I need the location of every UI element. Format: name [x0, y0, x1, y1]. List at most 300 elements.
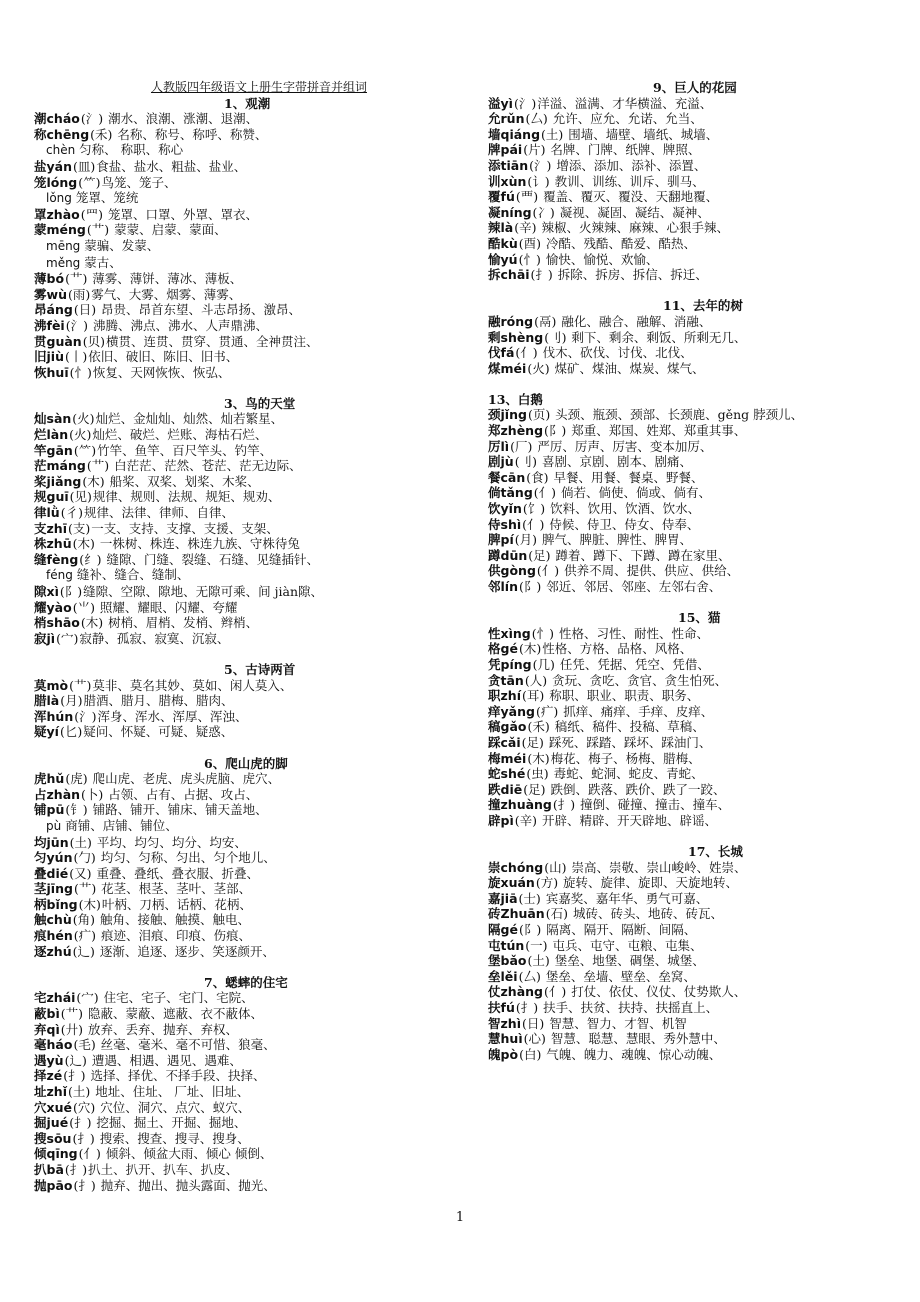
- vocab-words: 花茎、根茎、茎叶、茎部、: [97, 881, 252, 897]
- vocab-entry: [488, 1000, 908, 1016]
- vocab-words: 缝隙、空隙、隙地、无隙可乘、间 jiàn隙、: [83, 584, 323, 599]
- vocab-pinyin: bì: [46, 1006, 60, 1022]
- vocab-character: 莫: [34, 677, 47, 693]
- vocab-radical: (讠): [527, 173, 550, 189]
- vocab-character: 格: [488, 641, 501, 657]
- vocab-entry: [34, 127, 464, 143]
- vocab-entry: [34, 724, 464, 740]
- vocab-entry: [34, 1053, 464, 1069]
- section-gap: [488, 829, 908, 845]
- vocab-character: 蔽: [34, 1006, 47, 1022]
- vocab-alt-reading: [34, 142, 464, 159]
- vocab-pinyin: kù: [500, 235, 518, 251]
- vocab-radical: (扌): [69, 1115, 92, 1131]
- vocab-words: 邻近、邻居、邻座、左邻右舍、: [542, 579, 722, 594]
- vocab-entry: [34, 1022, 464, 1038]
- vocab-pinyin: áng: [46, 302, 73, 318]
- vocab-radical: (阝): [544, 423, 567, 439]
- vocab-entry: [34, 1178, 464, 1194]
- vocab-radical: (一): [525, 937, 548, 953]
- vocab-entry: [34, 897, 464, 913]
- vocab-words: 船桨、双桨、划桨、木桨、: [105, 473, 260, 489]
- vocab-pinyin: bā: [46, 1161, 64, 1177]
- vocab-words: 供养不周、提供、供应、供给、: [560, 563, 740, 579]
- vocab-character: 凝: [488, 204, 501, 220]
- vocab-words: 地址、住址、 厂址、旧址、: [91, 1084, 250, 1099]
- vocab-character: 毫: [34, 1037, 47, 1053]
- vocab-words: 洋溢、溢满、才华横溢、充溢、: [537, 95, 713, 111]
- vocab-pinyin: zhàn: [46, 786, 81, 802]
- vocab-character: 邻: [488, 579, 501, 594]
- vocab-character: 跌: [488, 781, 501, 797]
- vocab-pinyin: bǐng: [46, 896, 78, 912]
- vocab-entry: [34, 536, 464, 552]
- vocab-radical: (辶): [72, 943, 95, 959]
- vocab-radical: (辛): [514, 812, 538, 828]
- vocab-radical: (木): [80, 615, 104, 631]
- vocab-character: 蛇: [488, 766, 501, 782]
- vocab-entry: [488, 766, 908, 782]
- vocab-radical: (艹): [86, 222, 110, 238]
- vocab-pinyin: zhèng: [500, 423, 544, 439]
- vocab-pinyin: zé: [46, 1068, 63, 1084]
- vocab-entry: [34, 1084, 464, 1100]
- vocab-entry: [488, 158, 908, 174]
- vocab-entry: [488, 470, 908, 486]
- vocab-radical: (匕): [59, 724, 83, 740]
- vocab-pinyin: bó: [46, 271, 65, 287]
- vocab-character: 撞: [488, 797, 501, 813]
- vocab-character: 屯: [488, 937, 501, 953]
- vocab-pinyin: pò: [500, 1046, 519, 1062]
- vocab-entry: [488, 875, 908, 891]
- vocab-radical: (艹): [60, 1006, 84, 1022]
- vocab-entry: [34, 1131, 464, 1147]
- vocab-radical: (冫): [532, 204, 555, 220]
- vocab-character: 侍: [488, 516, 501, 532]
- vocab-pinyin: wù: [46, 286, 67, 302]
- vocab-character: 痒: [488, 703, 501, 719]
- vocab-entry: [34, 427, 464, 443]
- vocab-pinyin: shé: [500, 766, 526, 782]
- vocab-entry: [34, 850, 464, 866]
- section-title: 11、去年的树: [663, 298, 743, 314]
- vocab-character: 旋: [488, 875, 501, 891]
- vocab-radical: (足): [521, 734, 544, 750]
- vocab-pinyin: fú: [500, 189, 515, 205]
- vocab-character: 训: [488, 173, 501, 189]
- vocab-character: 腊: [34, 693, 47, 709]
- vocab-character: 倘: [488, 485, 501, 501]
- vocab-pinyin: féng: [46, 568, 73, 583]
- vocab-radical: (土): [527, 953, 550, 969]
- vocab-character: 融: [488, 313, 501, 329]
- vocab-character: 灿: [34, 411, 47, 427]
- vocab-character: 桨: [34, 473, 47, 489]
- vocab-radical: (木): [82, 473, 105, 489]
- vocab-radical: (火): [527, 360, 550, 376]
- vocab-character: 扒: [34, 1161, 47, 1177]
- vocab-radical: (辛): [514, 220, 537, 236]
- vocab-entry: [34, 521, 464, 537]
- vocab-radical: (支): [67, 520, 91, 536]
- vocab-character: 薄: [34, 271, 47, 287]
- vocab-radical: (月): [514, 532, 538, 548]
- vocab-entry: [488, 751, 908, 767]
- vocab-radical: (角): [72, 912, 95, 928]
- vocab-words: 允许、应允、允诺、允当、: [548, 111, 703, 127]
- vocab-words: 侍候、侍卫、侍女、侍奉、: [545, 516, 700, 532]
- vocab-character: 律: [34, 505, 47, 521]
- section-title: 13、白鹅: [488, 391, 543, 407]
- vocab-words: 喜剧、京剧、剧本、剧痛、: [537, 454, 692, 470]
- vocab-pinyin: dūn: [500, 547, 528, 563]
- vocab-pinyin: zhuàng: [500, 797, 552, 813]
- vocab-radical: (丨): [64, 349, 88, 365]
- vocab-character: 煤: [488, 360, 501, 376]
- vocab-entry: [34, 443, 464, 459]
- vocab-words: 笼罩、口罩、外罩、罩衣、: [103, 206, 258, 222]
- section-gap: [488, 283, 908, 299]
- vocab-words: 住宅、宅子、宅门、宅院、: [99, 990, 254, 1006]
- vocab-radical: (氵): [74, 708, 97, 724]
- vocab-character: 垒: [488, 968, 501, 984]
- vocab-character: 嘉: [488, 890, 501, 906]
- vocab-pinyin: yì: [500, 95, 513, 111]
- vocab-entry: [488, 314, 908, 330]
- vocab-words: 智慧、聪慧、慧眼、秀外慧中、: [546, 1031, 726, 1047]
- vocab-entry: [488, 267, 908, 283]
- vocab-character: 性: [488, 625, 501, 641]
- vocab-entry: [488, 922, 908, 938]
- vocab-character: 稿: [488, 719, 501, 735]
- vocab-pinyin: háo: [46, 1037, 73, 1053]
- vocab-words: 凝视、凝固、凝结、凝神、: [555, 204, 710, 220]
- vocab-words: 规律、规则、法规、规矩、规劝、: [92, 489, 281, 505]
- vocab-words: 性格、习性、耐性、性命、: [554, 625, 709, 641]
- vocab-pinyin: jiǎng: [46, 473, 82, 489]
- vocab-entry: [488, 1016, 908, 1032]
- vocab-character: 占: [34, 786, 47, 802]
- vocab-pinyin: níng: [500, 204, 532, 220]
- section-gap: [488, 376, 908, 392]
- vocab-words: 拆除、拆房、拆信、拆迁、: [553, 267, 708, 283]
- vocab-entry: [488, 704, 908, 720]
- vocab-character: 仗: [488, 984, 501, 1000]
- vocab-character: 遇: [34, 1052, 47, 1068]
- vocab-entry: [488, 626, 908, 642]
- vocab-words: 毒蛇、蛇洞、蛇皮、青蛇、: [549, 766, 704, 782]
- vocab-character: 魄: [488, 1046, 501, 1062]
- vocab-radical: (雨): [67, 286, 91, 302]
- vocab-pinyin: méng: [46, 222, 86, 238]
- vocab-words: 商铺、店铺、铺位、: [61, 817, 178, 833]
- vocab-pinyin: lóng: [46, 174, 78, 190]
- vocab-entry: [34, 1115, 464, 1131]
- vocab-entry: [488, 485, 908, 501]
- vocab-entry: [34, 1100, 464, 1116]
- vocab-words: 铺路、铺开、铺床、铺天盖地、: [88, 802, 268, 818]
- vocab-entry: [488, 938, 908, 954]
- vocab-radical: (木): [518, 641, 542, 657]
- vocab-words: 爬山虎、老虎、虎头虎脑、虎穴、: [88, 771, 281, 787]
- vocab-pinyin: jì: [46, 630, 56, 646]
- vocab-character: 墙: [488, 126, 501, 142]
- vocab-words: 扒土、扒开、扒车、扒皮、: [88, 1161, 239, 1177]
- vocab-words: 鸟笼、笼子、: [101, 174, 177, 190]
- vocab-pinyin: pái: [500, 142, 523, 158]
- vocab-character: 剩: [488, 329, 501, 345]
- vocab-radical: (扌): [63, 1068, 86, 1084]
- vocab-entry: [488, 891, 908, 907]
- vocab-radical: (疒): [535, 703, 559, 719]
- vocab-pinyin: là: [500, 220, 514, 236]
- vocab-entry: [488, 813, 908, 829]
- vocab-radical: (宀): [56, 630, 79, 646]
- vocab-radical: (土): [67, 1084, 91, 1099]
- vocab-entry: [34, 411, 464, 427]
- vocab-character: 职: [488, 688, 501, 704]
- vocab-words: 开辟、精辟、开天辟地、辟谣、: [538, 812, 717, 828]
- vocab-words: 踩死、踩踏、踩坏、踩油门、: [544, 734, 712, 750]
- vocab-character: 雾: [34, 286, 47, 302]
- vocab-entry: [34, 1068, 464, 1084]
- vocab-entry: [488, 501, 908, 517]
- vocab-pinyin: jǐng: [500, 407, 527, 423]
- vocab-entry: [34, 458, 464, 474]
- vocab-entry: [488, 236, 908, 252]
- vocab-entry: [488, 782, 908, 798]
- vocab-entry: [34, 912, 464, 928]
- vocab-entry: [488, 969, 908, 985]
- vocab-radical: (扌): [530, 267, 553, 283]
- vocab-character: 愉: [488, 251, 501, 267]
- vocab-entry: [488, 111, 908, 127]
- vocab-entry: [34, 693, 464, 709]
- vocab-entry: [488, 563, 908, 579]
- vocab-pinyin: hén: [46, 928, 73, 944]
- vocab-words: 称职、职业、职责、职务、: [545, 688, 700, 704]
- vocab-character: 慧: [488, 1031, 501, 1047]
- vocab-radical: (忄): [518, 251, 541, 267]
- vocab-entry: [488, 953, 908, 969]
- vocab-character: 笼: [34, 174, 47, 190]
- vocab-words: 规律、法律、律师、自律、: [83, 505, 234, 521]
- vocab-pinyin: gé: [500, 641, 518, 657]
- vocab-words: 丝毫、毫米、毫不可惜、狼毫、: [96, 1037, 276, 1053]
- vocab-entry: [34, 1162, 464, 1178]
- vocab-words: 饮料、饮用、饮酒、饮水、: [546, 501, 701, 517]
- vocab-character: 郑: [488, 423, 501, 439]
- vocab-radical: (彳): [60, 505, 83, 521]
- vocab-words: 占领、占有、占据、攻占、: [104, 786, 259, 802]
- vocab-character: 掘: [34, 1115, 47, 1131]
- vocab-character: 扶: [488, 1000, 501, 1016]
- vocab-entry: [488, 532, 908, 548]
- vocab-pinyin: chù: [46, 912, 72, 928]
- vocab-pinyin: shì: [500, 516, 522, 532]
- vocab-words: 痕迹、泪痕、印痕、伤痕、: [97, 928, 252, 944]
- vocab-radical: (阝): [59, 584, 83, 599]
- vocab-entry: [34, 1037, 464, 1053]
- vocab-entry: [488, 860, 908, 876]
- vocab-radical: (日): [521, 1015, 545, 1031]
- vocab-words: 跌倒、跌落、跌价、跌了一跤、: [546, 781, 726, 797]
- vocab-radical: (亻): [78, 1146, 101, 1162]
- vocab-radical: (饣): [522, 501, 546, 517]
- vocab-entry: [488, 220, 908, 236]
- vocab-pinyin: chāi: [500, 267, 530, 283]
- vocab-radical: (虫): [526, 766, 549, 782]
- vocab-character: 梢: [34, 615, 47, 631]
- vocab-radical: (⺮): [73, 442, 97, 458]
- vocab-character: 供: [488, 563, 501, 579]
- vocab-words: 气魄、魄力、魂魄、惊心动魄、: [542, 1046, 722, 1062]
- vocab-words: 沸腾、沸点、沸水、人声鼎沸、: [88, 317, 268, 333]
- vocab-character: 宅: [34, 990, 47, 1006]
- vocab-entry: [34, 1146, 464, 1162]
- vocab-words: 脾气、脾脏、脾性、脾胃、: [538, 532, 692, 548]
- vocab-character: 剧: [488, 454, 501, 470]
- vocab-radical: (穴): [72, 1099, 96, 1115]
- vocab-radical: (⺮): [78, 174, 101, 190]
- vocab-character: 称: [34, 126, 47, 142]
- vocab-entry: [488, 797, 908, 813]
- section-title: 5、古诗两首: [224, 661, 296, 677]
- vocab-entry: [488, 1031, 908, 1047]
- vocab-entry: [34, 111, 464, 127]
- vocab-entry: [34, 787, 464, 803]
- vocab-character: 砖: [488, 906, 501, 922]
- vocab-words: 雾气、大雾、烟雾、薄雾、: [91, 286, 242, 302]
- vocab-character: 蒙: [34, 222, 47, 238]
- vocab-words: 任凭、凭据、凭空、凭借、: [555, 656, 710, 672]
- vocab-alt-reading: [34, 818, 464, 835]
- vocab-character: 溢: [488, 95, 501, 111]
- vocab-words: 穴位、洞穴、点穴、蚁穴、: [96, 1099, 251, 1115]
- vocab-pinyin: fèng: [46, 551, 79, 567]
- vocab-words: 均匀、匀称、匀出、匀个地儿、: [96, 850, 276, 866]
- vocab-entry: [34, 365, 464, 381]
- vocab-words: 堡垒、地堡、碉堡、城堡、: [550, 953, 705, 969]
- vocab-radical: (几): [532, 656, 555, 672]
- vocab-character: 匀: [34, 850, 47, 866]
- vocab-radical: (虎): [65, 771, 88, 787]
- vocab-pinyin: jiā: [500, 890, 518, 906]
- vocab-radical: (皿): [73, 158, 96, 174]
- vocab-pinyin: jù: [500, 454, 514, 470]
- vocab-entry: [488, 548, 908, 564]
- vocab-character: 盐: [34, 158, 47, 174]
- vocab-character: 柄: [34, 896, 47, 912]
- vocab-words: 融化、融合、融解、消融、: [557, 313, 712, 329]
- vocab-pinyin: bǎo: [500, 953, 527, 969]
- section-title: 9、巨人的花园: [653, 80, 737, 95]
- section-gap: [34, 380, 464, 396]
- vocab-character: 均: [34, 834, 47, 850]
- vocab-character: 拆: [488, 267, 501, 283]
- vocab-character: 隙: [34, 584, 47, 599]
- vocab-pinyin: zhàng: [500, 984, 543, 1000]
- vocab-character: 酷: [488, 235, 501, 251]
- vocab-pinyin: fá: [500, 345, 515, 361]
- vocab-character: 伐: [488, 345, 501, 361]
- vocab-character: 址: [34, 1084, 47, 1099]
- vocab-pinyin: gān: [46, 442, 73, 458]
- vocab-pinyin: pì: [500, 812, 514, 828]
- vocab-character: 茎: [34, 881, 47, 897]
- vocab-radical: (氵): [529, 157, 552, 173]
- vocab-radical: (足): [523, 781, 546, 797]
- vocab-character: 梅: [488, 750, 501, 766]
- vocab-entry: [488, 142, 908, 158]
- vocab-pinyin: zhái: [46, 990, 76, 1006]
- vocab-pinyin: dié: [46, 865, 69, 881]
- section-title: 17、长城: [688, 844, 743, 860]
- vocab-entry: [488, 189, 908, 205]
- vocab-character: 抛: [34, 1177, 47, 1193]
- vocab-entry: [34, 287, 464, 303]
- vocab-radical: (页): [527, 407, 551, 423]
- vocab-words: 疑问、怀疑、可疑、疑惑、: [83, 724, 234, 740]
- vocab-entry: [34, 222, 464, 238]
- vocab-words: 隔离、隔开、隔断、间隔、: [542, 922, 697, 938]
- vocab-character: 覆: [488, 189, 501, 205]
- vocab-radical: (艹): [86, 458, 110, 474]
- vocab-pinyin: làn: [46, 427, 69, 443]
- vocab-entry: [34, 600, 464, 616]
- vocab-words: 扶手、扶贫、扶持、扶摇直上、: [539, 1000, 719, 1016]
- section-gap: [34, 740, 464, 756]
- vocab-pinyin: zhū: [46, 536, 72, 552]
- vocab-words: 莫非、莫名其妙、莫如、闲人莫入、: [92, 677, 293, 693]
- vocab-pinyin: xìng: [500, 625, 531, 641]
- vocab-pinyin: chēng: [46, 126, 90, 142]
- vocab-pinyin: gòng: [500, 563, 536, 579]
- vocab-pinyin: Zhuān: [500, 906, 545, 922]
- vocab-words: 隐蔽、蒙蔽、遮蔽、衣不蔽体、: [84, 1006, 263, 1022]
- vocab-words: 薄雾、薄饼、薄冰、薄板、: [88, 271, 243, 287]
- vocab-words: 撞倒、碰撞、撞击、撞车、: [576, 797, 731, 813]
- vocab-words: 挖掘、掘土、开掘、掘地、: [92, 1115, 247, 1131]
- vocab-words: 梅花、梅子、杨梅、腊梅、: [550, 750, 701, 766]
- vocab-entry: [34, 302, 464, 318]
- vocab-character: 崇: [488, 859, 501, 875]
- vocab-words: 蒙古、: [80, 254, 122, 270]
- vocab-character: 踩: [488, 734, 501, 750]
- vocab-words: 蒙骗、发蒙、: [80, 237, 160, 253]
- vocab-radical: (钅): [65, 802, 88, 818]
- vocab-words: 堡垒、垒墙、壁垒、垒窝、: [541, 968, 696, 984]
- vocab-entry: [34, 631, 464, 647]
- vocab-character: 支: [34, 520, 47, 536]
- vocab-pinyin: yù: [46, 1052, 64, 1068]
- vocab-character: 竿: [34, 442, 47, 458]
- vocab-radical: (扌): [515, 1000, 539, 1016]
- vocab-entry: [34, 159, 464, 175]
- vocab-words: 食盐、盐水、粗盐、盐业、: [96, 158, 247, 174]
- vocab-entry: [34, 835, 464, 851]
- vocab-entry: [34, 207, 464, 223]
- vocab-character: 辟: [488, 812, 501, 828]
- vocab-words: 贪玩、贪吃、贪官、贪生怕死、: [548, 672, 728, 688]
- vocab-radical: (卜): [81, 786, 104, 802]
- vocab-pinyin: fèi: [46, 317, 65, 333]
- vocab-pinyin: cǎi: [500, 734, 521, 750]
- vocab-radical: (阝): [518, 579, 542, 594]
- vocab-pinyin: qiáng: [500, 126, 541, 142]
- vocab-entry: [34, 709, 464, 725]
